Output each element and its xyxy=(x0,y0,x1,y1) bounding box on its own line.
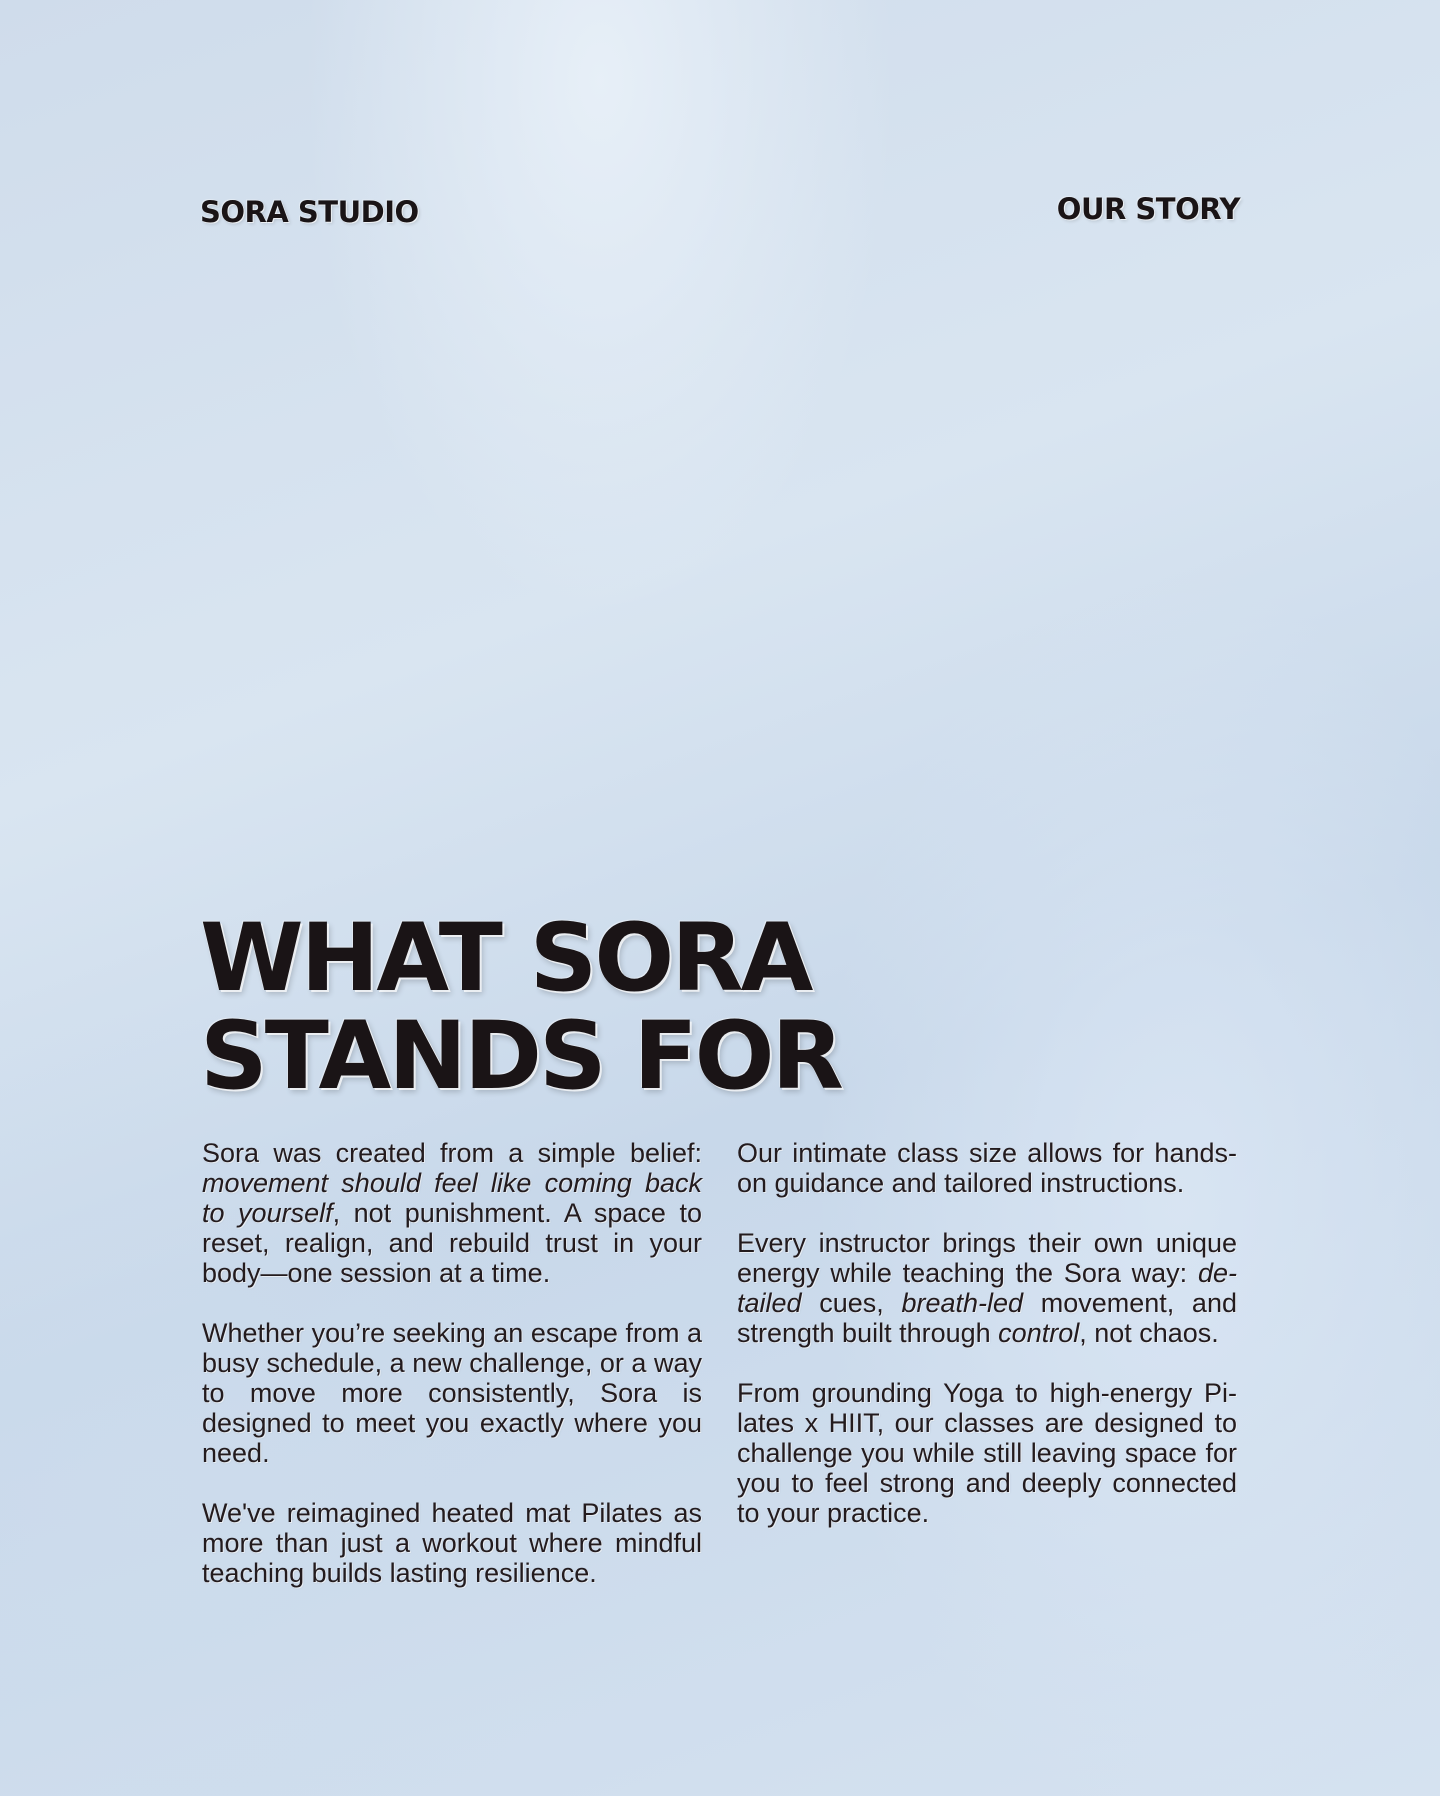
left-paragraph-2: Whether you’re seeking an escape from a busy schedule, a new challenge, or a way to move more consistently, Sora is designed to meet you exactly where you need. xyxy=(202,1318,702,1468)
right-paragraph-3: From grounding Yoga to high-energy Pilates x HIIT, our classes are designed to challenge you while still leaving space for you to feel strong and deeply connected to your practice. xyxy=(737,1378,1237,1528)
emphasis-text: control xyxy=(998,1318,1080,1348)
body-columns xyxy=(202,1138,1237,1588)
left-paragraph-1 xyxy=(202,1138,702,1288)
right-paragraph-2 xyxy=(737,1228,1237,1348)
right-paragraph-1: Our intimate class size allows for hands-on guidance and tailored instructions. xyxy=(737,1138,1237,1198)
text-run: , not punishment. A space to reset, realign, and rebuild trust in your body—one session at a time. xyxy=(202,1198,702,1288)
text-run: Sora was created from a simple belief: xyxy=(202,1138,702,1168)
text-run: movement, and strength built through xyxy=(737,1288,1237,1348)
emphasis-text: breath-led xyxy=(901,1288,1024,1318)
headline-line-2: STANDS FOR xyxy=(200,1002,841,1111)
brand-logo[interactable]: SORA STUDIO xyxy=(200,195,419,229)
text-run: , not chaos. xyxy=(1079,1318,1219,1348)
left-paragraph-3: We've reimagined heated mat Pilates as more than just a workout where mindful teaching builds lasting resilience. xyxy=(202,1498,702,1588)
emphasis-text: detailed xyxy=(737,1258,1237,1318)
page-headline xyxy=(200,904,841,1111)
left-column xyxy=(202,1138,702,1588)
text-run: Every instructor brings their own unique energy while teaching the Sora way: xyxy=(737,1228,1237,1288)
our-story-link[interactable]: OUR STORY xyxy=(1056,192,1240,226)
emphasis-text: movement should feel like coming back to yourself xyxy=(202,1168,702,1228)
headline-line-1: WHAT SORA xyxy=(200,904,811,1013)
right-column xyxy=(737,1138,1237,1588)
text-run: cues, xyxy=(801,1288,902,1318)
